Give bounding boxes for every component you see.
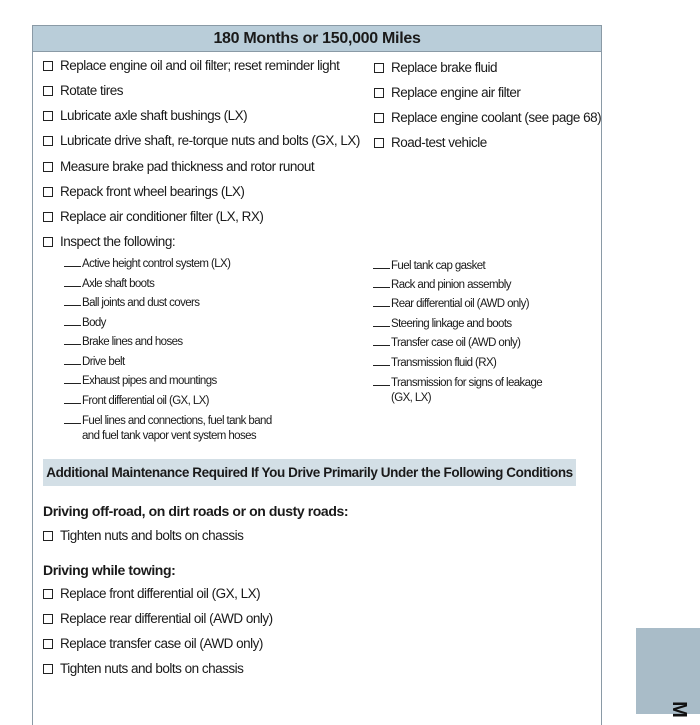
checkbox-icon[interactable] xyxy=(374,113,384,123)
checklist-item[interactable]: Replace air conditioner filter (LX, RX) xyxy=(43,209,263,224)
inspect-item: Ball joints and dust covers xyxy=(64,294,199,311)
checkbox-icon[interactable] xyxy=(43,589,53,599)
checklist-item[interactable]: Tighten nuts and bolts on chassis xyxy=(43,661,243,676)
inspect-item: Transmission for signs of leakage (GX, LX) xyxy=(373,374,542,406)
checkbox-icon[interactable] xyxy=(374,138,384,148)
side-tab-letter: M xyxy=(667,701,690,718)
section-side-tab[interactable] xyxy=(636,628,700,718)
schedule-title: 180 Months or 150,000 Miles xyxy=(213,29,421,47)
inspect-item: Drive belt xyxy=(64,353,125,370)
inspect-item: Front differential oil (GX, LX) xyxy=(64,392,209,409)
towing-heading: Driving while towing: xyxy=(43,562,176,578)
checkbox-icon[interactable] xyxy=(374,88,384,98)
checklist-item[interactable]: Replace engine oil and oil filter; reset reminder light xyxy=(43,58,339,73)
checklist-item[interactable]: Lubricate drive shaft, re-torque nuts and bolts (GX, LX) xyxy=(43,133,360,148)
checklist-item[interactable]: Replace transfer case oil (AWD only) xyxy=(43,636,263,651)
checkbox-icon[interactable] xyxy=(43,187,53,197)
checkbox-icon[interactable] xyxy=(43,162,53,172)
checkbox-icon[interactable] xyxy=(374,63,384,73)
checklist-item[interactable]: Inspect the following: xyxy=(43,234,175,249)
inspect-item: Brake lines and hoses xyxy=(64,333,183,350)
checklist-item[interactable]: Replace brake fluid xyxy=(374,60,497,75)
checkbox-icon[interactable] xyxy=(43,664,53,674)
checkbox-icon[interactable] xyxy=(43,237,53,247)
checkbox-icon[interactable] xyxy=(43,639,53,649)
schedule-header xyxy=(32,25,602,52)
additional-maintenance-header xyxy=(43,459,576,486)
inspect-item: Body xyxy=(64,314,106,331)
checklist-item[interactable]: Tighten nuts and bolts on chassis xyxy=(43,528,243,543)
checkbox-icon[interactable] xyxy=(43,531,53,541)
checklist-item[interactable]: Replace engine air filter xyxy=(374,85,520,100)
inspect-item: Steering linkage and boots xyxy=(373,315,512,332)
checklist-item[interactable]: Replace engine coolant (see page 68) xyxy=(374,110,601,125)
checkbox-icon[interactable] xyxy=(43,61,53,71)
inspect-item: Fuel tank cap gasket xyxy=(373,257,485,274)
checklist-item[interactable]: Measure brake pad thickness and rotor runout xyxy=(43,159,314,174)
inspect-item: Rack and pinion assembly xyxy=(373,276,511,293)
inspect-item: Axle shaft boots xyxy=(64,275,154,292)
checkbox-icon[interactable] xyxy=(43,212,53,222)
checklist-item[interactable]: Rotate tires xyxy=(43,83,123,98)
checklist-item[interactable]: Lubricate axle shaft bushings (LX) xyxy=(43,108,247,123)
offroad-heading: Driving off-road, on dirt roads or on dusty roads: xyxy=(43,503,349,519)
inspect-item: Active height control system (LX) xyxy=(64,255,230,272)
inspect-item: Transfer case oil (AWD only) xyxy=(373,334,520,351)
checkbox-icon[interactable] xyxy=(43,614,53,624)
inspect-item: Rear differential oil (AWD only) xyxy=(373,295,529,312)
checklist-item[interactable]: Replace front differential oil (GX, LX) xyxy=(43,586,260,601)
checklist-item[interactable]: Repack front wheel bearings (LX) xyxy=(43,184,244,199)
checkbox-icon[interactable] xyxy=(43,86,53,96)
inspect-item: Exhaust pipes and mountings xyxy=(64,372,217,389)
checklist-item[interactable]: Replace rear differential oil (AWD only) xyxy=(43,611,273,626)
checkbox-icon[interactable] xyxy=(43,136,53,146)
checklist-item[interactable]: Road-test vehicle xyxy=(374,135,487,150)
inspect-item: Fuel lines and connections, fuel tank band and fuel tank vapor vent system hoses xyxy=(64,412,272,444)
inspect-item: Transmission fluid (RX) xyxy=(373,354,496,371)
additional-maintenance-title: Additional Maintenance Required If You Drive Primarily Under the Following Conditions xyxy=(46,465,573,480)
checkbox-icon[interactable] xyxy=(43,111,53,121)
